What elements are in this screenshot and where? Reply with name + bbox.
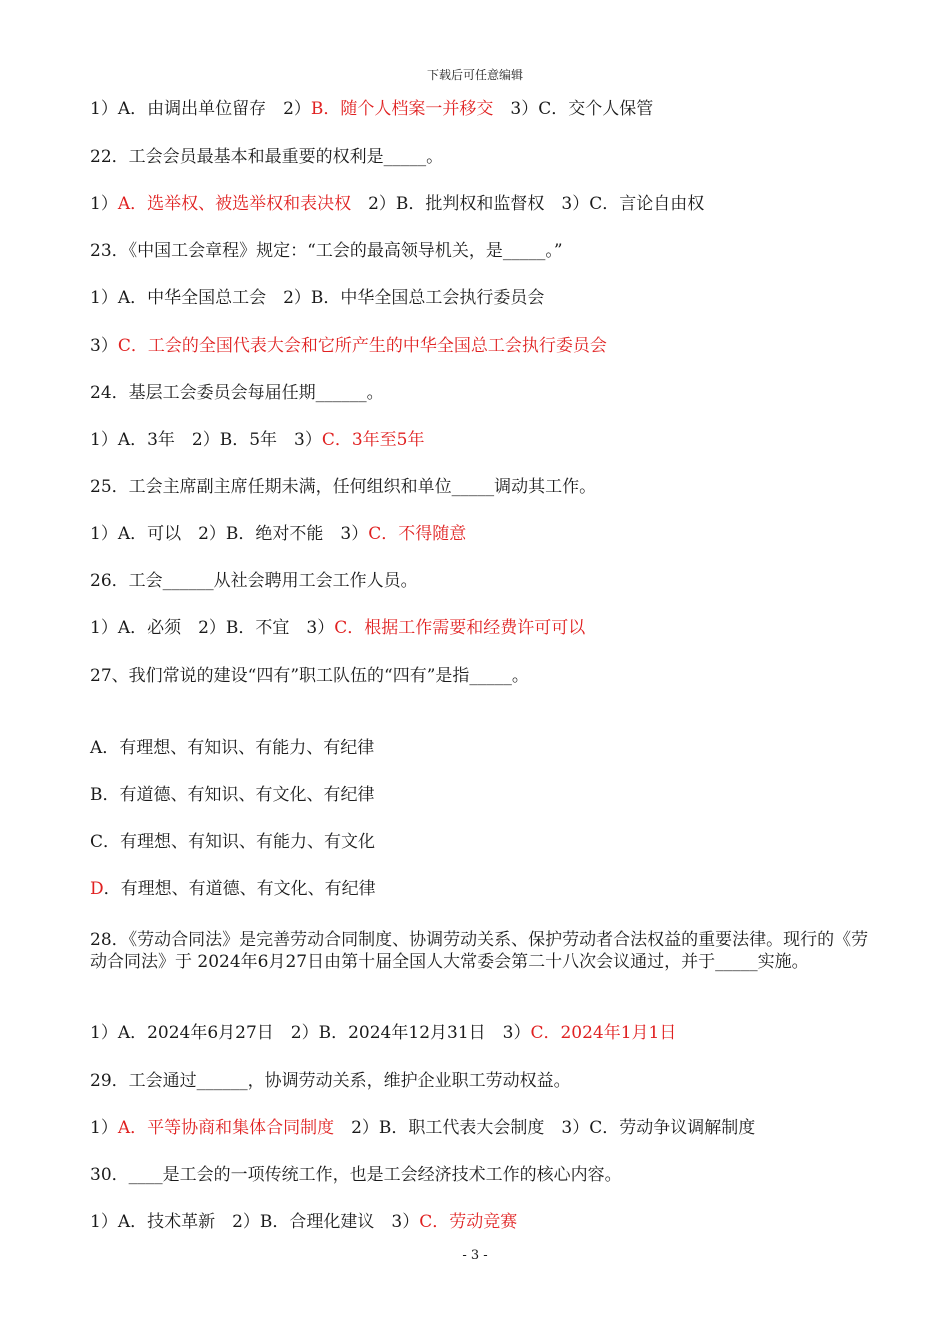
text-segment: 2）B．批判权和监督权 3）C．言论自由权 — [351, 194, 705, 214]
text-segment: 2） — [266, 99, 311, 119]
text-segment: 3）C．交个人保管 — [493, 99, 654, 119]
text-line — [90, 784, 375, 806]
text-line — [90, 193, 704, 215]
text-segment: 1）A．2024年6月27日 2）B．2024年12月31日 3） — [90, 1023, 531, 1043]
text-segment: A．有理想、有知识、有能力、有纪律 — [90, 738, 375, 758]
question-28-paragraph: 28．《劳动合同法》是完善劳动合同制度、协调劳动关系、保护劳动者合法权益的重要法律。现行的《劳动合同法》于 2024年6月27日由第十届全国人大常委会第二十八次会议通过，并于_____实施。 — [90, 930, 869, 972]
answer-highlight: C．3年至5年 — [321, 430, 425, 450]
text-line — [90, 1022, 676, 1044]
text-line — [90, 523, 466, 545]
text-line — [90, 1164, 622, 1186]
text-segment: 2）B．职工代表大会制度 3）C．劳动争议调解制度 — [334, 1118, 756, 1138]
text-line — [90, 335, 607, 357]
text-segment: 1）A．3年 2）B．5年 3） — [90, 430, 322, 450]
text-segment: 25．工会主席副主席任期未满，任何组织和单位_____调动其工作。 — [90, 477, 597, 497]
answer-highlight: C．2024年1月1日 — [530, 1023, 677, 1043]
text-line — [90, 98, 653, 120]
answer-highlight: D — [90, 879, 104, 899]
text-segment: 22．工会会员最基本和最重要的权利是_____。 — [90, 147, 444, 167]
text-segment: 1） — [90, 1118, 118, 1138]
text-segment: 1）A．技术革新 2）B．合理化建议 3） — [90, 1212, 420, 1232]
answer-highlight: C．不得随意 — [368, 524, 467, 544]
text-line — [90, 1070, 571, 1092]
page-number: - 3 - — [462, 1248, 488, 1263]
text-segment: 1）A．中华全国总工会 2）B．中华全国总工会执行委员会 — [90, 288, 545, 308]
answer-highlight: C．劳动竞赛 — [419, 1212, 518, 1232]
text-segment: B．有道德、有知识、有文化、有纪律 — [90, 785, 375, 805]
text-line — [90, 1211, 517, 1233]
text-line — [90, 831, 375, 853]
answer-highlight: C．工会的全国代表大会和它所产生的中华全国总工会执行委员会 — [117, 336, 607, 356]
text-line — [90, 240, 563, 262]
text-line — [90, 737, 374, 759]
text-segment: 3） — [90, 336, 118, 356]
text-line — [90, 287, 544, 309]
text-segment: 27、我们常说的建设“四有”职工队伍的“四有”是指_____。 — [90, 666, 529, 686]
text-segment: 1）A．必须 2）B．不宜 3） — [90, 618, 335, 638]
text-line — [90, 1117, 755, 1139]
text-segment: C．有理想、有知识、有能力、有文化 — [90, 832, 376, 852]
text-segment: 1）A．由调出单位留存 — [90, 99, 267, 119]
text-line — [90, 665, 529, 687]
answer-highlight: A．选举权、被选举权和表决权 — [117, 194, 352, 214]
answer-highlight: A．平等协商和集体合同制度 — [117, 1118, 335, 1138]
text-line — [90, 570, 418, 592]
text-line — [90, 617, 585, 639]
text-line — [90, 878, 376, 900]
text-segment: ．有理想、有道德、有文化、有纪律 — [103, 879, 376, 899]
text-segment: 24．基层工会委员会每届任期______。 — [90, 383, 384, 403]
answer-highlight: B．随个人档案一并移交 — [310, 99, 494, 119]
text-line — [90, 429, 425, 451]
text-segment: 1）A．可以 2）B．绝对不能 3） — [90, 524, 369, 544]
text-segment: 26．工会______从社会聘用工会工作人员。 — [90, 571, 418, 591]
answer-highlight: C．根据工作需要和经费许可可以 — [334, 618, 586, 638]
text-segment: 29．工会通过______，协调劳动关系，维护企业职工劳动权益。 — [90, 1071, 571, 1091]
text-segment: 1） — [90, 194, 118, 214]
text-segment: 23．《中国工会章程》规定：“工会的最高领导机关，是_____。” — [90, 241, 563, 261]
text-line — [90, 382, 384, 404]
text-line — [90, 146, 443, 168]
text-line — [90, 476, 596, 498]
text-segment: 30．____是工会的一项传统工作，也是工会经济技术工作的核心内容。 — [90, 1165, 622, 1185]
page-header: 下载后可任意编辑 — [426, 68, 523, 82]
